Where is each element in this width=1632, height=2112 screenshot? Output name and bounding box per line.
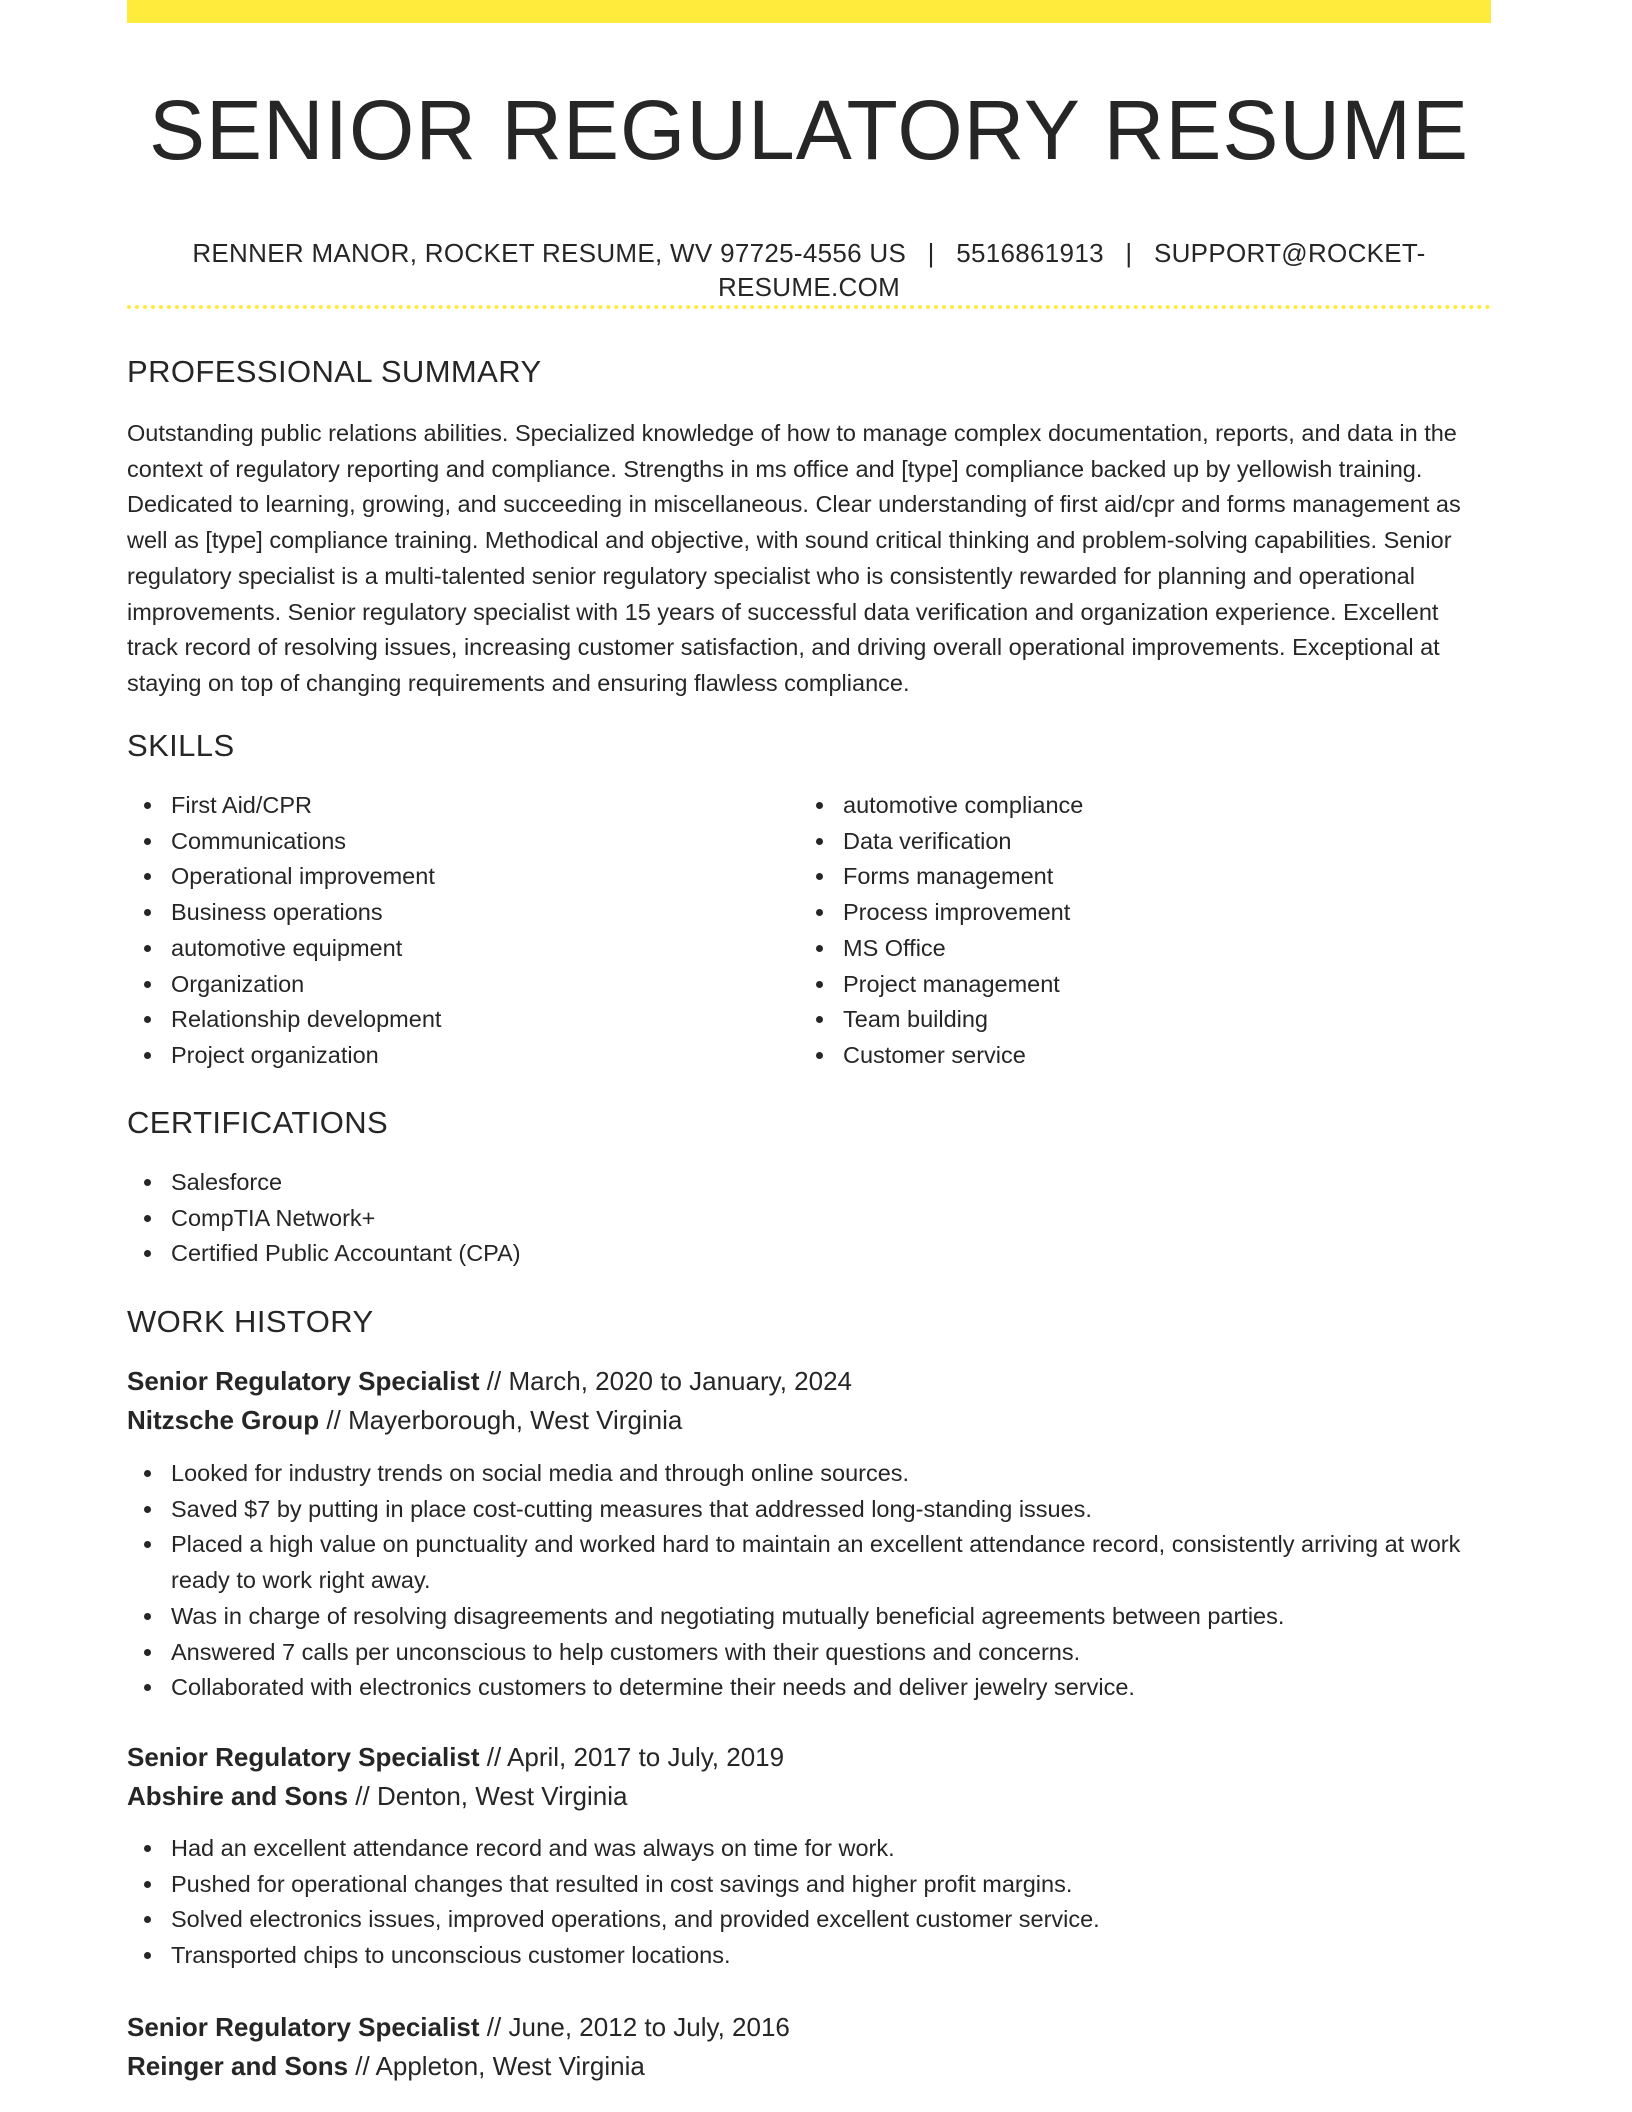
job-separator: // [326,1405,341,1435]
summary-heading: PROFESSIONAL SUMMARY [127,354,542,389]
skill-item: Relationship development [127,1002,767,1038]
job-bullet: Pushed for operational changes that resulted in cost savings and higher profit margins. [127,1867,1491,1903]
skill-item: Project organization [127,1038,767,1074]
skill-item: Process improvement [799,895,1439,931]
job-bullet: Was in charge of resolving disagreements and negotiating mutually beneficial agreements between parties. [127,1599,1491,1635]
skill-item: MS Office [799,931,1439,967]
skill-item: automotive compliance [799,788,1439,824]
job-company: Reinger and Sons [127,2051,349,2081]
email[interactable]: SUPPORT@ROCKET-RESUME.COM [717,238,1426,302]
skills-heading: SKILLS [127,728,235,763]
job-role-line [127,1363,852,1399]
skill-item: Communications [127,824,767,860]
skill-item: Customer service [799,1038,1439,1074]
phone: 5516861913 [956,238,1104,268]
job-role: Senior Regulatory Specialist [127,1742,480,1772]
certifications-heading: CERTIFICATIONS [127,1105,389,1140]
job-bullets [127,1831,1491,1974]
certification-item: Certified Public Accountant (CPA) [127,1236,1491,1272]
job-dates: June, 2012 to July, 2016 [508,2012,790,2042]
job-company-line [127,1778,627,1814]
job-bullet: Answered 7 calls per unconscious to help customers with their questions and concerns. [127,1635,1491,1671]
dotted-divider [127,305,1491,309]
skill-item: Project management [799,967,1439,1003]
job-bullet: Transported chips to unconscious customer locations. [127,1938,1491,1974]
job-separator: // [355,1781,370,1811]
job-company: Abshire and Sons [127,1781,349,1811]
skill-item: Business operations [127,895,767,931]
job-company-line [127,2048,645,2084]
job-separator: // [486,1366,502,1396]
job-location: Denton, West Virginia [376,1781,628,1811]
job-bullet: Placed a high value on punctuality and worked hard to maintain an excellent attendance record, consistently arriving at work ready to work right away. [127,1527,1491,1598]
skill-item: Team building [799,1002,1439,1038]
job-role-line [127,1739,784,1775]
job-bullet: Collaborated with electronics customers to determine their needs and deliver jewelry service. [127,1670,1491,1706]
job-role: Senior Regulatory Specialist [127,2012,480,2042]
job-bullet: Had an excellent attendance record and was always on time for work. [127,1831,1491,1867]
job-bullet: Solved electronics issues, improved operations, and provided excellent customer service. [127,1902,1491,1938]
skills-list-right [799,788,1439,1074]
accent-bar [127,0,1491,23]
skill-item: First Aid/CPR [127,788,767,824]
job-bullets [127,1456,1491,1706]
certification-item: Salesforce [127,1165,1491,1201]
certification-item: CompTIA Network+ [127,1201,1491,1237]
skill-item: automotive equipment [127,931,767,967]
contact-line [127,236,1491,304]
job-company-line [127,1402,682,1438]
job-role-line [127,2009,790,2045]
job-role: Senior Regulatory Specialist [127,1366,480,1396]
job-location: Mayerborough, West Virginia [348,1405,683,1435]
job-location: Appleton, West Virginia [375,2051,645,2081]
skill-item: Organization [127,967,767,1003]
job-separator: // [486,1742,502,1772]
skills-list-left [127,788,767,1074]
job-dates: April, 2017 to July, 2019 [507,1742,785,1772]
certifications-list [127,1165,1491,1272]
contact-separator: | [1125,238,1133,268]
job-bullet: Looked for industry trends on social media and through online sources. [127,1456,1491,1492]
job-company: Nitzsche Group [127,1405,320,1435]
job-dates: March, 2020 to January, 2024 [508,1366,852,1396]
summary-text: Outstanding public relations abilities. Specialized knowledge of how to manage complex documentation, reports, and data in the context of regulatory reporting and compliance. Strengths in ms office and [type] compliance backed up by yellowish training. Dedicated to learning, growing, and succeeding in miscellaneous. Clear understanding of first aid/cpr and forms management as well as [type] compliance training. Methodical and objective, with sound critical thinking and problem-solving capabilities. Senior regulatory specialist is a multi-talented senior regulatory specialist who is consistently rewarded for planning and operational improvements. Senior regulatory specialist with 15 years of successful data verification and organization experience. Excellent track record of resolving issues, increasing customer satisfaction, and driving overall operational improvements. Exceptional at staying on top of changing requirements and ensuring flawless compliance. [127,420,1461,696]
job-separator: // [355,2051,370,2081]
address: RENNER MANOR, ROCKET RESUME, WV 97725-4556 US [192,238,907,268]
job-separator: // [486,2012,502,2042]
skill-item: Operational improvement [127,859,767,895]
skill-item: Forms management [799,859,1439,895]
contact-separator: | [927,238,935,268]
work-history-heading: WORK HISTORY [127,1304,374,1339]
job-bullet: Saved $7 by putting in place cost-cutting measures that addressed long-standing issues. [127,1492,1491,1528]
skill-item: Data verification [799,824,1439,860]
resume-title: SENIOR REGULATORY RESUME [148,83,1470,177]
